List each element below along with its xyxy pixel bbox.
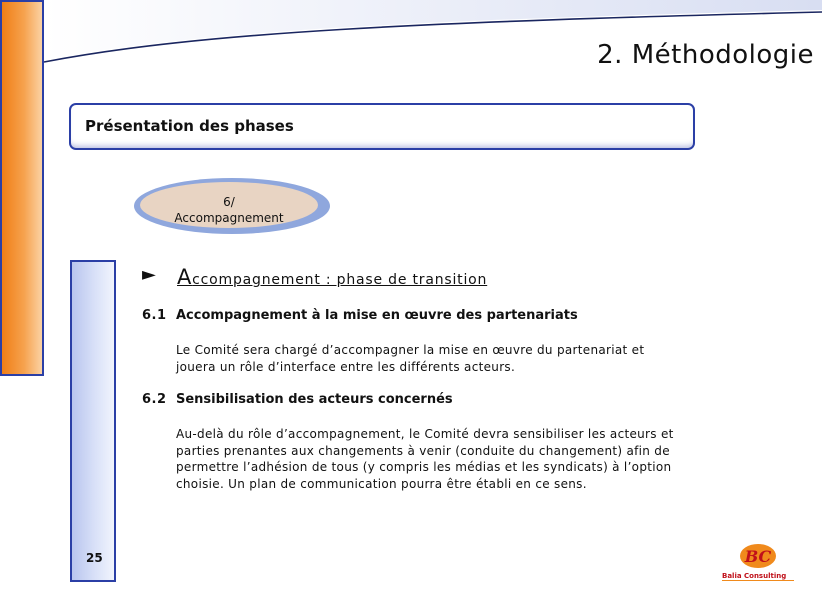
paragraph-line: Au-delà du rôle d’accompagnement, le Comité devra sensibiliser les acteurs et — [176, 427, 674, 441]
section-heading — [177, 265, 487, 289]
subsection-paragraph — [176, 426, 686, 492]
phase-number: 6/ — [223, 195, 235, 209]
section-heading-initial: A — [177, 265, 193, 289]
subsection-title: Accompagnement à la mise en œuvre des partenariats — [176, 308, 578, 323]
logo-monogram: BC — [744, 547, 772, 566]
phase-name: Accompagnement — [174, 211, 284, 225]
section-heading-rest: ccompagnement : phase de transition — [192, 272, 488, 288]
logo-wordmark-right: Consulting — [744, 572, 787, 580]
section-banner — [69, 103, 695, 150]
logo-wordmark-left: Balia — [722, 572, 742, 580]
paragraph-line: Le Comité sera chargé d’accompagner la mise en œuvre du partenariat et — [176, 343, 645, 357]
phase-oval-text — [140, 194, 318, 226]
left-blue-bar — [70, 260, 116, 582]
subsection-title: Sensibilisation des acteurs concernés — [176, 392, 453, 407]
paragraph-line: parties prenantes aux changements à venir (conduite du changement) afin de — [176, 443, 670, 458]
phase-oval — [134, 178, 330, 234]
paragraph-line: choisie. Un plan de communication pourra être établi en ce sens. — [176, 476, 587, 491]
paragraph-line: permettre l’adhésion de tous (y compris les médias et les syndicats) à l’option — [176, 460, 672, 474]
phase-oval-inner — [140, 182, 318, 228]
bullet-arrow-icon: ► — [142, 264, 156, 285]
subsection-paragraph — [176, 342, 686, 375]
company-logo — [718, 542, 798, 582]
subsection-number: 6.2 — [142, 392, 167, 407]
slide-title: 2. Méthodologie — [597, 40, 814, 70]
paragraph-line: jouera un rôle d’interface entre les différents acteurs. — [176, 359, 516, 374]
left-orange-bar — [0, 0, 44, 376]
section-banner-label: Présentation des phases — [85, 117, 294, 135]
subsection-number: 6.1 — [142, 308, 167, 323]
page-number: 25 — [86, 551, 103, 565]
